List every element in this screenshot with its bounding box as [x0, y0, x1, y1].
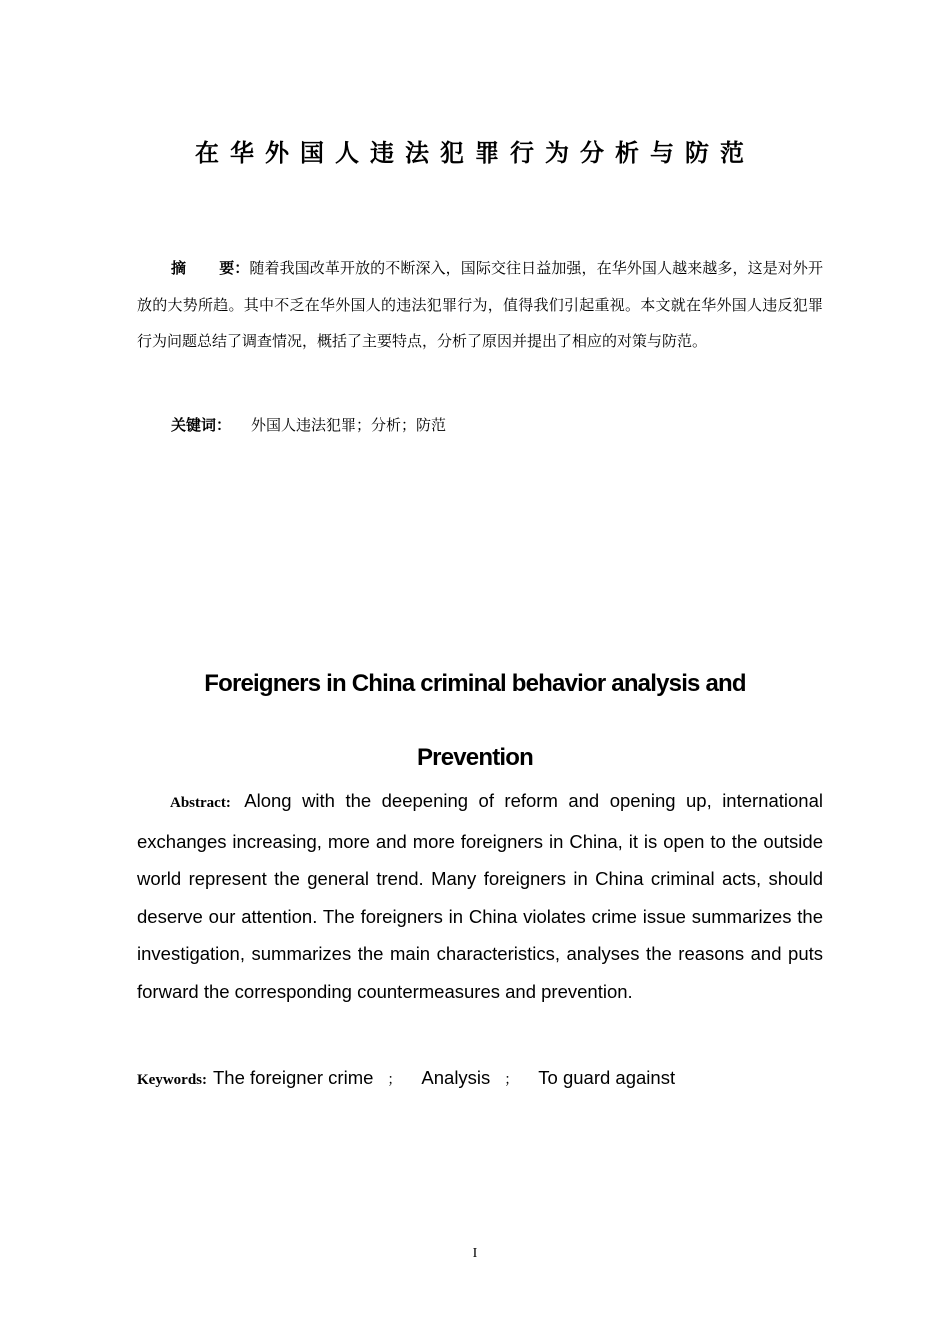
chinese-abstract: [137, 250, 823, 360]
chinese-keywords-text: 外国人违法犯罪；分析；防范: [251, 416, 447, 434]
keyword-item: Analysis: [421, 1067, 491, 1088]
chinese-abstract-label-1: 摘: [171, 259, 187, 277]
english-abstract: [137, 782, 823, 1010]
chinese-abstract-text: 随着我国改革开放的不断深入，国际交往日益加强，在华外国人越来越多，这是对外开放的大势所趋。其中不乏在华外国人的违法犯罪行为，值得我们引起重视。本文就在华外国人违反犯罪行为问题总结了调查情况，概括了主要特点，分析了原因并提出了相应的对策与防范。: [137, 259, 823, 350]
keyword-separator: ；: [387, 1071, 402, 1087]
english-keywords-label: Keywords:: [137, 1072, 207, 1088]
english-abstract-label: Abstract:: [170, 795, 231, 811]
english-keywords: [137, 1062, 675, 1096]
chinese-title: 在华外国人违法犯罪行为分析与防范: [195, 139, 755, 167]
chinese-keywords-label: 关键词：: [171, 416, 232, 434]
page-number: I: [472, 1246, 478, 1261]
chinese-abstract-label-2: 要：: [219, 259, 250, 277]
english-title-line-2: Prevention: [416, 744, 534, 771]
keyword-separator: ；: [504, 1071, 519, 1087]
keyword-item: The foreigner crime: [213, 1067, 374, 1088]
english-title-line-1: Foreigners in China criminal behavior analysis and: [204, 670, 746, 697]
english-title: [0, 647, 950, 795]
english-abstract-text: Along with the deepening of reform and opening up, international exchanges increasing, more and more foreigners in China, it is open to the outside world represent the general trend. Many foreigners in China criminal acts, should deserve our attention. The foreigners in China violates crime issue summarizes the investigation, summarizes the main characteristics, analyses the reasons and puts forward the corresponding countermeasures and prevention.: [137, 790, 823, 1002]
keyword-item: To guard against: [538, 1067, 676, 1088]
chinese-keywords: [171, 410, 446, 440]
